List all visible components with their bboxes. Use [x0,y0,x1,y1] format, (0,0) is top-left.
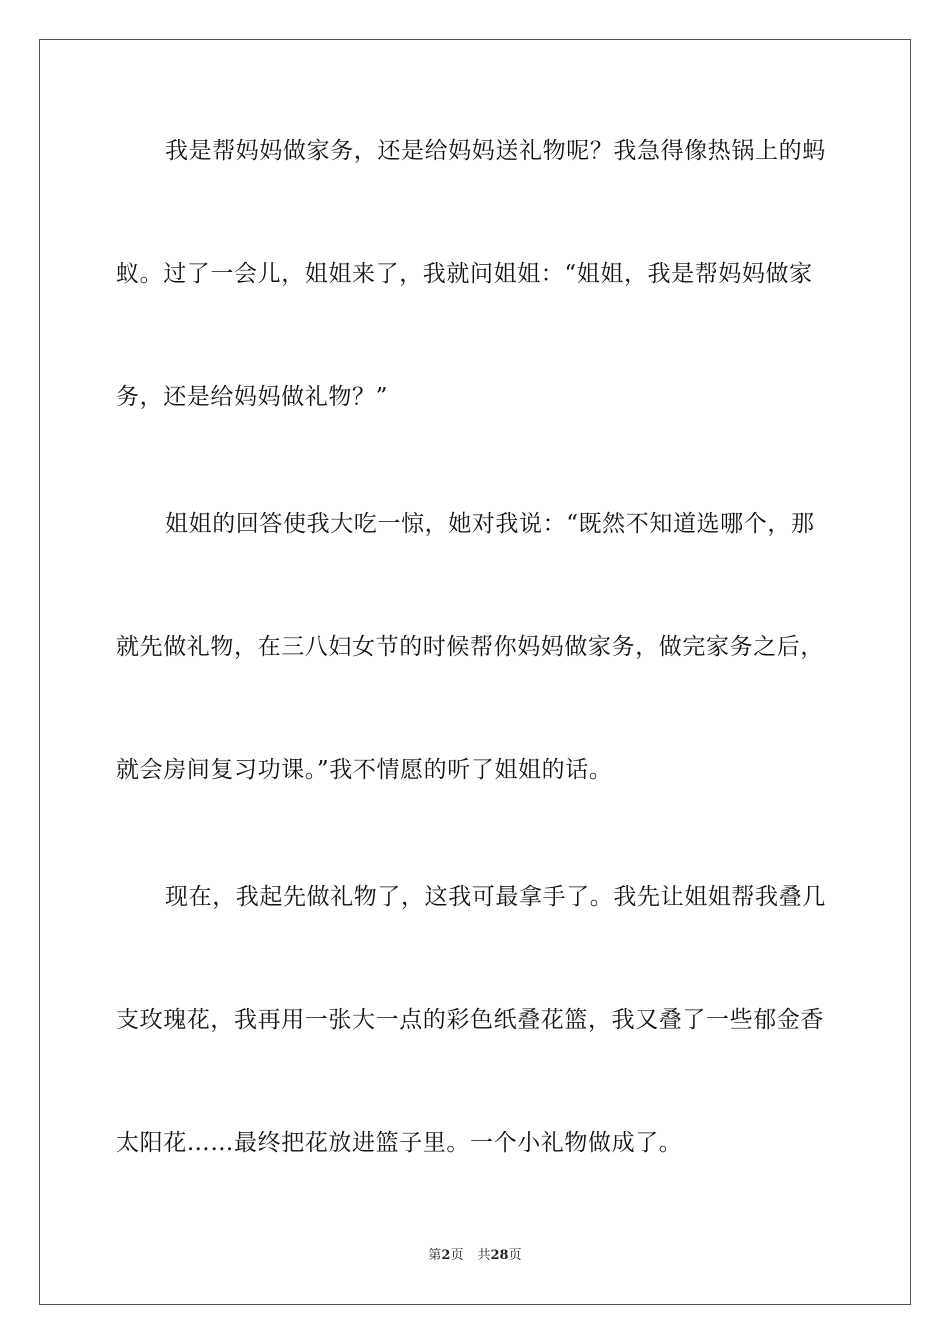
total-suffix: 页 [508,1248,522,1263]
text-line: 务，还是给妈妈做礼物？” [116,384,388,410]
text-line: 姐姐的回答使我大吃一惊，她对我说：“既然不知道选哪个，那 [165,511,815,537]
page-suffix: 页 [450,1248,464,1263]
page-footer [0,1248,950,1264]
total-pages: 28 [490,1248,509,1263]
text-line: 我是帮妈妈做家务，还是给妈妈送礼物呢？我急得像热锅上的蚂 [165,138,826,164]
page-number: 2 [441,1248,451,1263]
page-frame [39,39,911,1305]
total-prefix: 共 [477,1248,491,1263]
text-line: 蚁。过了一会儿，姐姐来了，我就问姐姐：“姐姐，我是帮妈妈做家 [116,261,813,287]
text-line: 就会房间复习功课。”我不情愿的听了姐姐的话。 [116,757,613,783]
text-line: 太阳花……最终把花放进篮子里。一个小礼物做成了。 [116,1130,683,1156]
text-line: 现在，我起先做礼物了，这我可最拿手了。我先让姐姐帮我叠几 [165,884,826,910]
page-prefix: 第 [428,1248,442,1263]
text-line: 支玫瑰花，我再用一张大一点的彩色纸叠花篮，我又叠了一些郁金香 [116,1007,824,1033]
text-line: 就先做礼物，在三八妇女节的时候帮你妈妈做家务，做完家务之后， [116,634,824,660]
